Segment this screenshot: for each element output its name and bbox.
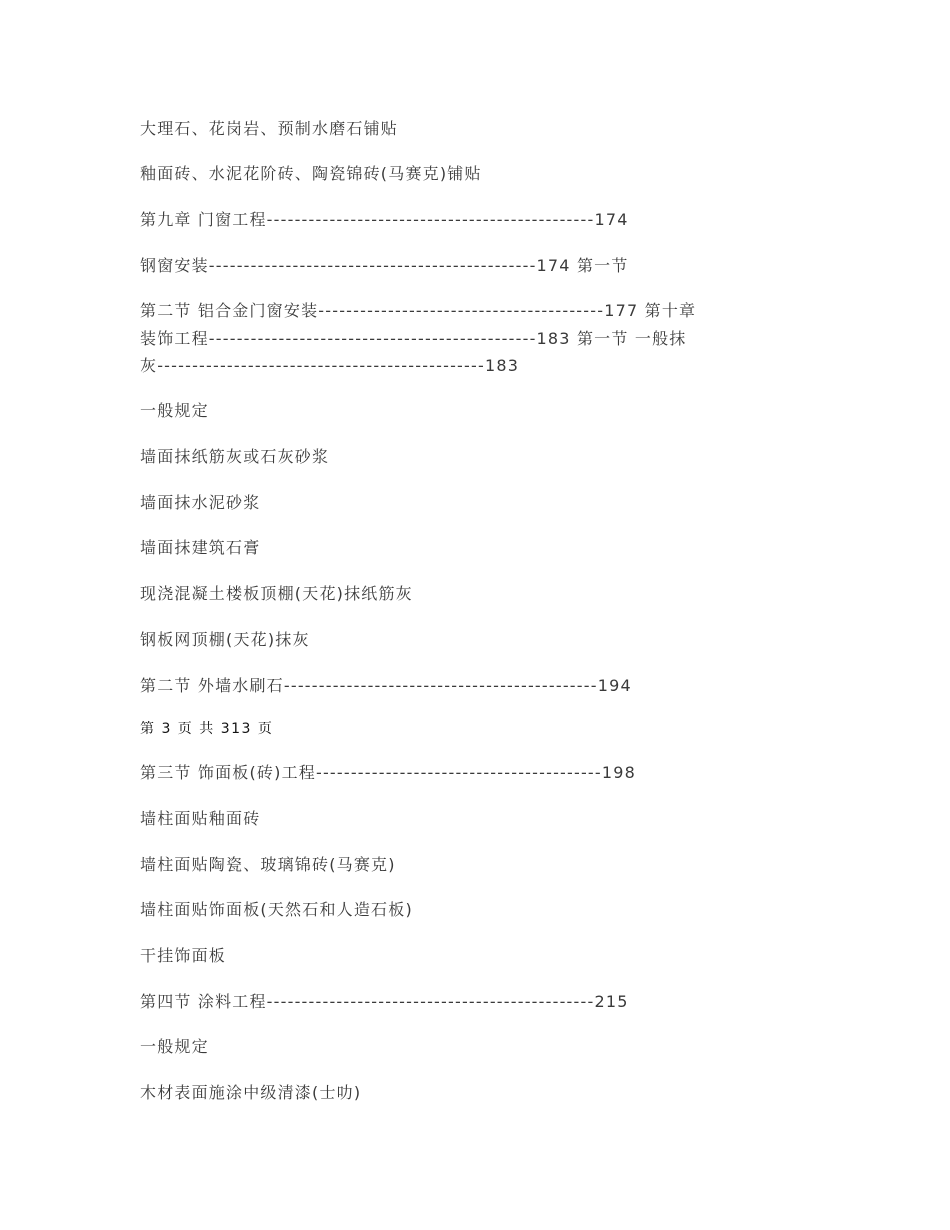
toc-line: 钢窗安装-----------------------------------------------174 第一节: [140, 256, 629, 275]
toc-line: 现浇混凝土楼板顶棚(天花)抹纸筋灰: [140, 584, 413, 603]
toc-line: 第三节 饰面板(砖)工程-----------------------------------------198: [140, 763, 637, 782]
toc-line: 干挂饰面板: [140, 946, 227, 965]
toc-line: 灰-----------------------------------------------183: [140, 356, 520, 375]
toc-line: 木材表面施涂中级清漆(士叻): [140, 1083, 362, 1102]
toc-line: 第二节 外墙水刷石---------------------------------------------194: [140, 676, 632, 695]
toc-line: 墙面抹水泥砂浆: [140, 493, 261, 512]
toc-line: 墙柱面贴陶瓷、玻璃锦砖(马赛克): [140, 855, 396, 874]
toc-line: 一般规定: [140, 401, 209, 420]
toc-line: 大理石、花岗岩、预制水磨石铺贴: [140, 119, 399, 138]
toc-line: 第四节 涂料工程-----------------------------------------------215: [140, 992, 629, 1011]
toc-line: 墙柱面贴釉面砖: [140, 809, 261, 828]
page-number-footer: 第 3 页 共 313 页: [140, 721, 274, 737]
toc-line: 墙柱面贴饰面板(天然石和人造石板): [140, 900, 413, 919]
toc-line: 墙面抹建筑石膏: [140, 538, 261, 557]
toc-line: 墙面抹纸筋灰或石灰砂浆: [140, 447, 330, 466]
toc-line: 第九章 门窗工程-----------------------------------------------174: [140, 210, 629, 229]
toc-line: 一般规定: [140, 1037, 209, 1056]
toc-line: 钢板网顶棚(天花)抹灰: [140, 630, 310, 649]
toc-line: 釉面砖、水泥花阶砖、陶瓷锦砖(马赛克)铺贴: [140, 164, 482, 183]
toc-line: 第二节 铝合金门窗安装-----------------------------------------177 第十章: [140, 301, 697, 320]
toc-line: 装饰工程-----------------------------------------------183 第一节 一般抹: [140, 329, 687, 348]
